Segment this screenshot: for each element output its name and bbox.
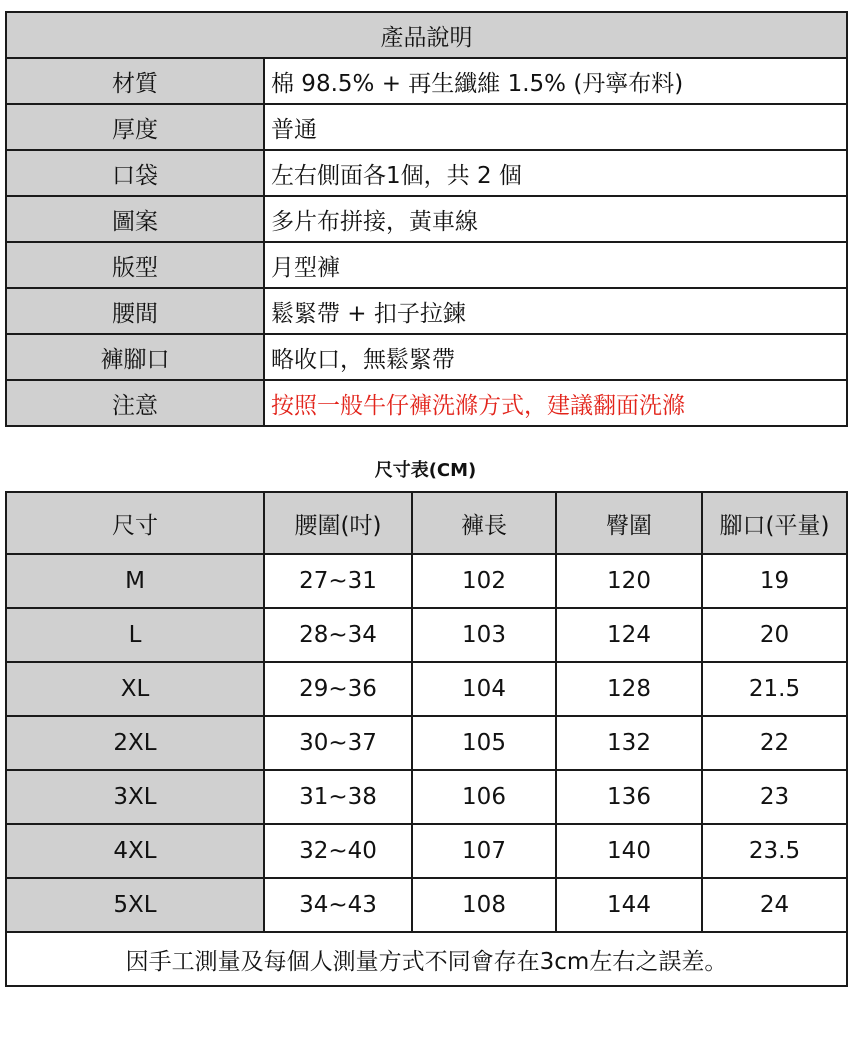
size-chart-title: 尺寸表(CM) bbox=[374, 460, 477, 481]
hem-cell: 21.5 bbox=[702, 662, 847, 716]
size-cell: L bbox=[6, 608, 264, 662]
product-info-title-row bbox=[6, 12, 847, 58]
info-row-thickness bbox=[6, 104, 847, 150]
info-label: 褲腳口 bbox=[6, 334, 264, 380]
info-row-material bbox=[6, 58, 847, 104]
hem-cell: 22 bbox=[702, 716, 847, 770]
size-cell: XL bbox=[6, 662, 264, 716]
product-info-table bbox=[5, 11, 848, 427]
info-row-pocket bbox=[6, 150, 847, 196]
hem-cell: 19 bbox=[702, 554, 847, 608]
waist-cell: 28~34 bbox=[264, 608, 412, 662]
size-cell: 3XL bbox=[6, 770, 264, 824]
hem-cell: 23 bbox=[702, 770, 847, 824]
hem-cell: 20 bbox=[702, 608, 847, 662]
length-cell: 102 bbox=[412, 554, 556, 608]
length-cell: 105 bbox=[412, 716, 556, 770]
column-header-hem: 腳口(平量) bbox=[702, 492, 847, 554]
length-cell: 104 bbox=[412, 662, 556, 716]
info-value: 鬆緊帶 + 扣子拉鍊 bbox=[264, 288, 847, 334]
info-label: 腰間 bbox=[6, 288, 264, 334]
info-value: 多片布拼接，黃車線 bbox=[264, 196, 847, 242]
info-value: 左右側面各1個，共 2 個 bbox=[264, 150, 847, 196]
waist-cell: 34~43 bbox=[264, 878, 412, 932]
waist-cell: 32~40 bbox=[264, 824, 412, 878]
info-label: 圖案 bbox=[6, 196, 264, 242]
length-cell: 106 bbox=[412, 770, 556, 824]
hip-cell: 124 bbox=[556, 608, 702, 662]
table-row bbox=[6, 554, 847, 608]
info-value: 月型褲 bbox=[264, 242, 847, 288]
info-label: 口袋 bbox=[6, 150, 264, 196]
info-row-pattern bbox=[6, 196, 847, 242]
waist-cell: 31~38 bbox=[264, 770, 412, 824]
measurement-note-row bbox=[6, 932, 847, 986]
info-row-fit bbox=[6, 242, 847, 288]
column-header-hip: 臀圍 bbox=[556, 492, 702, 554]
hip-cell: 144 bbox=[556, 878, 702, 932]
size-cell: 4XL bbox=[6, 824, 264, 878]
size-chart-table bbox=[5, 491, 848, 987]
info-row-notice bbox=[6, 380, 847, 426]
hip-cell: 128 bbox=[556, 662, 702, 716]
info-label: 厚度 bbox=[6, 104, 264, 150]
waist-cell: 27~31 bbox=[264, 554, 412, 608]
waist-cell: 29~36 bbox=[264, 662, 412, 716]
length-cell: 103 bbox=[412, 608, 556, 662]
hip-cell: 120 bbox=[556, 554, 702, 608]
hip-cell: 140 bbox=[556, 824, 702, 878]
info-row-waist bbox=[6, 288, 847, 334]
column-header-length: 褲長 bbox=[412, 492, 556, 554]
hem-cell: 24 bbox=[702, 878, 847, 932]
table-row bbox=[6, 824, 847, 878]
size-cell: M bbox=[6, 554, 264, 608]
length-cell: 108 bbox=[412, 878, 556, 932]
column-header-size: 尺寸 bbox=[6, 492, 264, 554]
table-row bbox=[6, 878, 847, 932]
info-value: 普通 bbox=[264, 104, 847, 150]
hip-cell: 132 bbox=[556, 716, 702, 770]
table-row bbox=[6, 770, 847, 824]
info-label: 材質 bbox=[6, 58, 264, 104]
product-info-title: 產品說明 bbox=[6, 12, 847, 58]
column-header-waist: 腰圍(吋) bbox=[264, 492, 412, 554]
hem-cell: 23.5 bbox=[702, 824, 847, 878]
info-label: 注意 bbox=[6, 380, 264, 426]
info-label: 版型 bbox=[6, 242, 264, 288]
info-value: 略收口，無鬆緊帶 bbox=[264, 334, 847, 380]
info-row-hem bbox=[6, 334, 847, 380]
measurement-note: 因手工測量及每個人測量方式不同會存在3cm左右之誤差。 bbox=[6, 932, 847, 986]
table-row bbox=[6, 716, 847, 770]
table-row bbox=[6, 662, 847, 716]
size-cell: 5XL bbox=[6, 878, 264, 932]
table-row bbox=[6, 608, 847, 662]
length-cell: 107 bbox=[412, 824, 556, 878]
hip-cell: 136 bbox=[556, 770, 702, 824]
waist-cell: 30~37 bbox=[264, 716, 412, 770]
size-chart-header-row bbox=[6, 492, 847, 554]
size-cell: 2XL bbox=[6, 716, 264, 770]
info-warning-value: 按照一般牛仔褲洗滌方式，建議翻面洗滌 bbox=[264, 380, 847, 426]
info-value: 棉 98.5% + 再生纖維 1.5% (丹寧布料) bbox=[264, 58, 847, 104]
